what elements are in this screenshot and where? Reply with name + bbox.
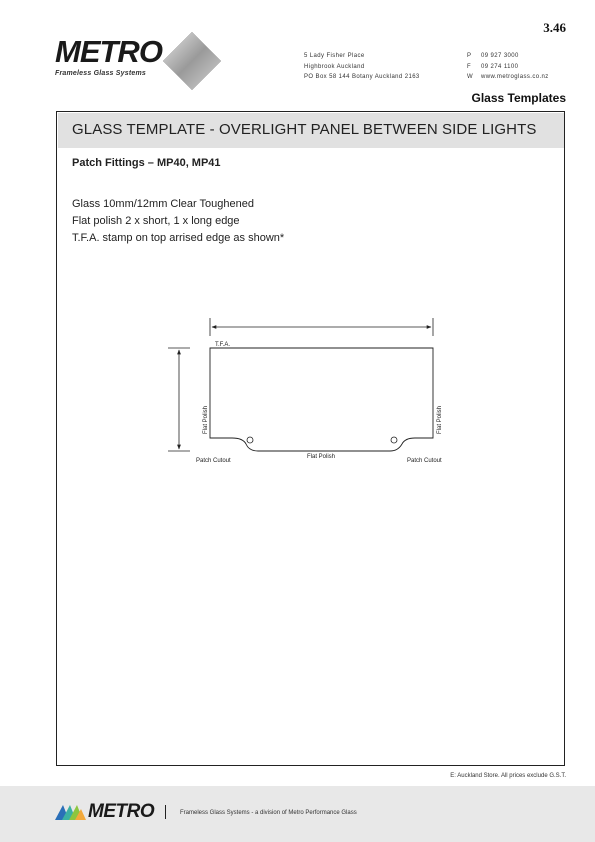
patch-hole-left [247,437,253,443]
patch-hole-right [391,437,397,443]
spec-line: Flat polish 2 x short, 1 x long edge [72,215,240,227]
template-subheading: Patch Fittings – MP40, MP41 [72,157,221,169]
logo-wordmark: METRO [55,34,162,69]
left-cutout-label: Patch Cutout [196,458,231,464]
footer-divider [165,805,166,819]
web-label: W [467,74,474,80]
address-line: PO Box 58 144 Botany Auckland 2163 [304,74,420,80]
template-title: GLASS TEMPLATE - OVERLIGHT PANEL BETWEEN SIDE LIGHTS [72,121,537,138]
left-edge-label: Flat Polish [203,405,209,434]
fax-label: F [467,63,472,70]
website-link[interactable]: www.metroglass.co.nz [481,74,549,80]
phone-label: P [467,53,472,59]
address-line: 5 Lady Fisher Place [304,53,365,59]
tfa-label: T.F.A. [215,342,231,348]
spec-line: Glass 10mm/12mm Clear Toughened [72,198,254,210]
spec-line: T.F.A. stamp on top arrised edge as shown* [72,232,285,244]
right-edge-label: Flat Polish [437,405,443,434]
section-title: Glass Templates [471,91,566,105]
bottom-edge-label: Flat Polish [306,454,336,460]
footer-text: Frameless Glass Systems - a division of Metro Performance Glass [180,810,357,816]
glass-panel-outline [210,348,433,451]
phone-number: 09 927 3000 [481,53,519,59]
height-dimension [168,348,190,451]
logo-tagline: Frameless Glass Systems [55,70,146,77]
address-line: Highbrook Auckland [304,63,365,70]
metro-triangles-icon [55,803,87,821]
right-cutout-label: Patch Cutout [407,458,442,464]
page-number: 3.46 [543,20,566,35]
footer-wordmark: METRO [88,801,155,822]
width-dimension [210,318,433,336]
fax-number: 09 274 1100 [481,63,519,70]
copyright-note: E: Auckland Store. All prices exclude G.S.T. [450,773,566,779]
